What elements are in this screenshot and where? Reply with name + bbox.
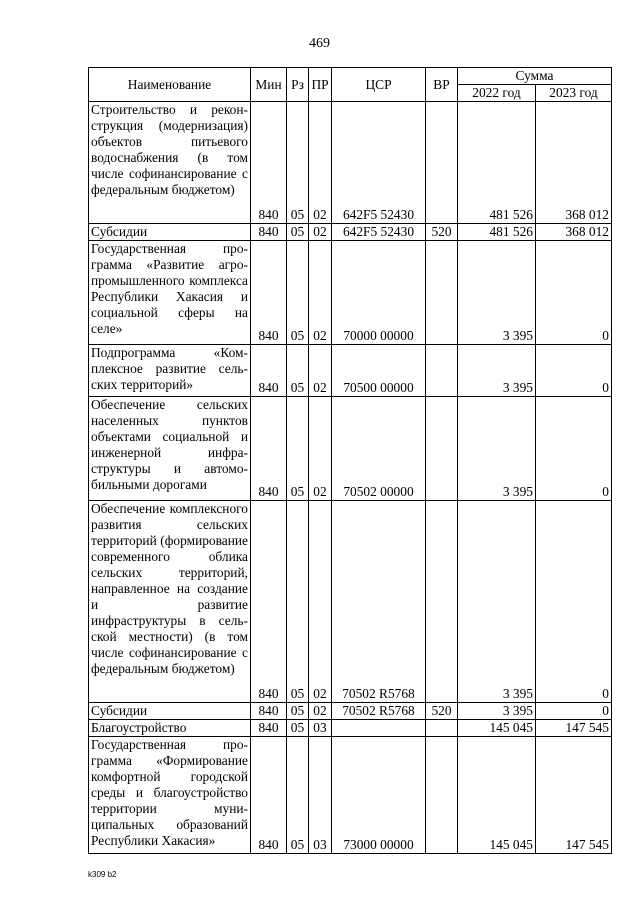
row-pr: 02	[309, 345, 332, 397]
row-vr: 520	[426, 703, 458, 720]
row-csr: 70502 00000	[332, 397, 426, 501]
table-row	[89, 397, 612, 501]
row-pr: 02	[309, 397, 332, 501]
table-body	[89, 102, 612, 854]
row-name: Подпрограмма «Комплексное развитие сельских территорий»	[89, 345, 251, 397]
row-sum-2023: 147 545	[536, 720, 612, 737]
footer-code: k309 b2	[88, 870, 117, 879]
row-pr: 02	[309, 703, 332, 720]
row-name: Благоустройство	[89, 720, 251, 737]
row-pr: 03	[309, 720, 332, 737]
row-min: 840	[251, 224, 287, 241]
row-rz: 05	[287, 241, 309, 345]
row-sum-2022: 3 395	[458, 345, 536, 397]
row-sum-2023: 0	[536, 703, 612, 720]
row-min: 840	[251, 397, 287, 501]
row-sum-2023: 0	[536, 241, 612, 345]
row-pr: 02	[309, 102, 332, 224]
row-csr: 70000 00000	[332, 241, 426, 345]
row-csr: 70500 00000	[332, 345, 426, 397]
header-rz: Рз	[287, 68, 309, 102]
row-pr: 03	[309, 737, 332, 854]
row-sum-2023: 0	[536, 397, 612, 501]
row-vr	[426, 501, 458, 703]
row-min: 840	[251, 720, 287, 737]
page-number: 469	[309, 36, 330, 51]
row-rz: 05	[287, 102, 309, 224]
row-sum-2022: 3 395	[458, 241, 536, 345]
row-pr: 02	[309, 241, 332, 345]
row-vr	[426, 737, 458, 854]
row-min: 840	[251, 501, 287, 703]
header-pr: ПР	[309, 68, 332, 102]
row-rz: 05	[287, 397, 309, 501]
header-vr: ВР	[426, 68, 458, 102]
row-min: 840	[251, 102, 287, 224]
row-csr: 642F5 52430	[332, 102, 426, 224]
row-vr: 520	[426, 224, 458, 241]
row-vr	[426, 720, 458, 737]
row-sum-2023: 0	[536, 345, 612, 397]
table-row	[89, 720, 612, 737]
header-year-2023: 2023 год	[536, 85, 612, 102]
row-vr	[426, 102, 458, 224]
row-sum-2022: 481 526	[458, 102, 536, 224]
table-row	[89, 241, 612, 345]
row-sum-2022: 145 045	[458, 720, 536, 737]
row-sum-2023: 0	[536, 501, 612, 703]
header-year-2022: 2022 год	[458, 85, 536, 102]
table-row	[89, 345, 612, 397]
row-sum-2023: 368 012	[536, 224, 612, 241]
row-name: Государственная программа «Развитие агропромышленного комплекса Республики Хакасия и социальной сферы на селе»	[89, 241, 251, 345]
row-sum-2022: 3 395	[458, 703, 536, 720]
table-row	[89, 703, 612, 720]
row-min: 840	[251, 703, 287, 720]
header-sum: Сумма	[458, 68, 612, 85]
row-sum-2022: 3 395	[458, 397, 536, 501]
table-row	[89, 501, 612, 703]
header-min: Мин	[251, 68, 287, 102]
row-min: 840	[251, 737, 287, 854]
row-name: Обеспечение комплексного развития сельских территорий (формирование современного облика сельских территорий, направленное на создание и развитие инфраструктуры в сельской местности) (в том числе софинансирование с федеральным бюджетом)	[89, 501, 251, 703]
row-vr	[426, 345, 458, 397]
header-csr: ЦСР	[332, 68, 426, 102]
row-vr	[426, 241, 458, 345]
row-rz: 05	[287, 224, 309, 241]
table-row	[89, 224, 612, 241]
row-name: Государственная программа «Формирование комфортной городской среды и благоустройство территории муниципальных образований Республики Хакасия»	[89, 737, 251, 854]
row-pr: 02	[309, 224, 332, 241]
row-rz: 05	[287, 703, 309, 720]
row-rz: 05	[287, 345, 309, 397]
row-csr: 642F5 52430	[332, 224, 426, 241]
row-rz: 05	[287, 720, 309, 737]
row-min: 840	[251, 345, 287, 397]
row-name: Строительство и реконструкция (модернизация) объектов питьевого водоснабжения (в том числе софинансирование с федеральным бюджетом)	[89, 102, 251, 224]
budget-table	[88, 67, 612, 854]
row-sum-2023: 147 545	[536, 737, 612, 854]
row-name: Обеспечение сельских населенных пунктов объектами социальной и инженерной инфраструктуры и автомобильными дорогами	[89, 397, 251, 501]
row-sum-2022: 145 045	[458, 737, 536, 854]
row-csr: 70502 R5768	[332, 703, 426, 720]
row-sum-2022: 3 395	[458, 501, 536, 703]
row-min: 840	[251, 241, 287, 345]
row-rz: 05	[287, 501, 309, 703]
row-rz: 05	[287, 737, 309, 854]
row-sum-2022: 481 526	[458, 224, 536, 241]
row-sum-2023: 368 012	[536, 102, 612, 224]
header-name: Наименование	[89, 68, 251, 102]
row-name: Субсидии	[89, 224, 251, 241]
table-row	[89, 737, 612, 854]
row-pr: 02	[309, 501, 332, 703]
table-row	[89, 102, 612, 224]
row-csr: 73000 00000	[332, 737, 426, 854]
row-csr	[332, 720, 426, 737]
row-csr: 70502 R5768	[332, 501, 426, 703]
row-name: Субсидии	[89, 703, 251, 720]
row-vr	[426, 397, 458, 501]
